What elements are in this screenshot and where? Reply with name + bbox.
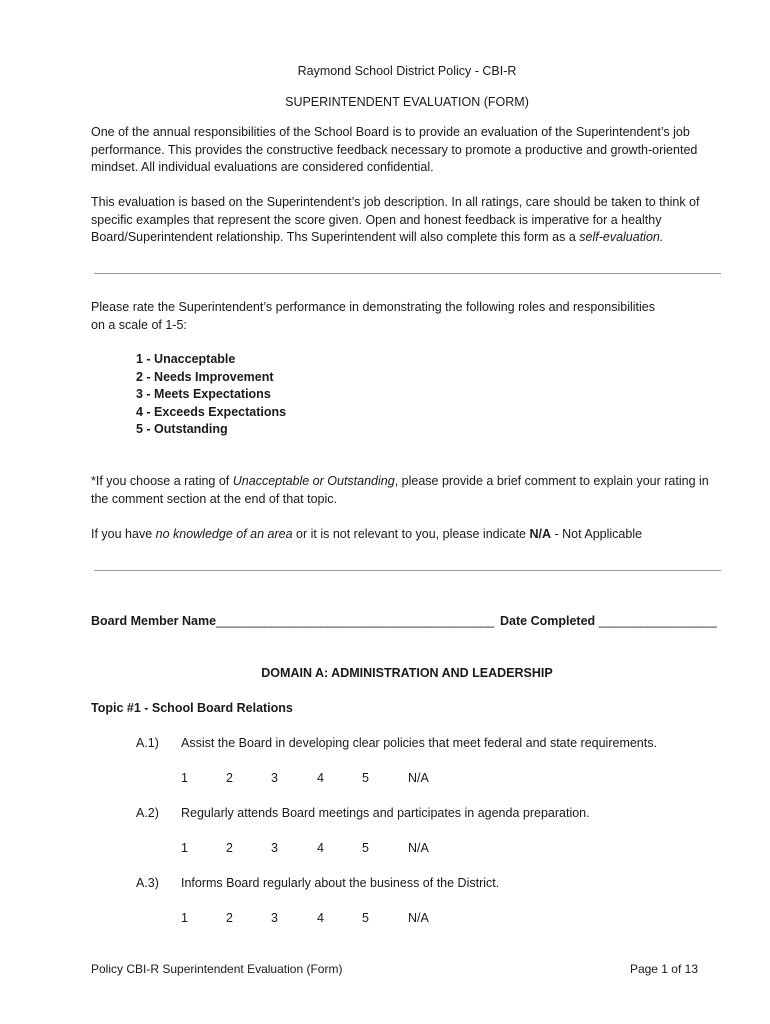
item-text: Informs Board regularly about the business of the District.: [181, 876, 500, 890]
na-instruction-prefix: If you have: [91, 527, 156, 541]
scale-item: 1 - Unacceptable: [136, 352, 236, 366]
rating-option-4[interactable]: 4: [317, 841, 324, 855]
item-text: Regularly attends Board meetings and participates in agenda preparation.: [181, 806, 590, 820]
scale-item: 4 - Exceeds Expectations: [136, 404, 287, 419]
date-completed-blank[interactable]: _________________: [598, 614, 717, 628]
rating-option-5[interactable]: 5: [362, 911, 369, 925]
divider-1: [94, 273, 721, 274]
item-code: A.3): [136, 876, 159, 890]
date-completed-label: Date Completed: [500, 614, 596, 628]
form-title: SUPERINTENDENT EVALUATION (FORM): [285, 95, 529, 109]
comment-instruction-emphasis: Unacceptable or Outstanding: [232, 474, 395, 488]
na-label: N/A: [529, 527, 552, 541]
rating-option-na[interactable]: N/A: [408, 841, 429, 855]
date-completed-field: [500, 614, 717, 628]
rating-option-na[interactable]: N/A: [408, 771, 429, 785]
rating-option-5[interactable]: 5: [362, 771, 369, 785]
item-code: A.1): [136, 736, 159, 750]
rating-option-5[interactable]: 5: [362, 841, 369, 855]
domain-title: DOMAIN A: ADMINISTRATION AND LEADERSHIP: [261, 666, 553, 680]
rating-option-2[interactable]: 2: [226, 841, 233, 855]
topic-title: Topic #1 - School Board Relations: [91, 701, 293, 715]
footer-page-number: Page 1 of 13: [629, 962, 698, 976]
intro-paragraph-1: One of the annual responsibilities of the School Board is to provide an evaluation of the Superintendent’s job performance. This provides the constructive feedback necessary to promote a productive and growth-oriented mindset. All individual evaluations are considered confidential.: [91, 125, 698, 174]
rating-option-4[interactable]: 4: [317, 911, 324, 925]
rating-option-2[interactable]: 2: [226, 771, 233, 785]
comment-instruction: [91, 473, 721, 508]
intro-paragraph-2-text: This evaluation is based on the Superintendent’s job description. In all ratings, care should be taken to think of specific examples that represent the score given. Open and honest feedback is imperative for a healthy Board/Superintendent relationship. Ths Superintendent will also complete this form as a: [91, 195, 700, 244]
board-member-name-blank[interactable]: ________________________________________: [216, 614, 495, 628]
policy-title: Raymond School District Policy - CBI-R: [297, 64, 517, 78]
rating-option-1[interactable]: 1: [181, 841, 188, 855]
board-member-name-label: Board Member Name: [91, 614, 217, 628]
rating-scale-list: [136, 351, 286, 439]
self-evaluation-emphasis: self-evaluation.: [579, 230, 664, 244]
item-code: A.2): [136, 806, 159, 820]
rating-option-1[interactable]: 1: [181, 771, 188, 785]
scale-item: 5 - Outstanding: [136, 422, 228, 437]
rating-option-2[interactable]: 2: [226, 911, 233, 925]
na-instruction-emphasis: no knowledge of an area: [155, 527, 293, 541]
footer-document-title: Policy CBI-R Superintendent Evaluation (Form): [91, 962, 343, 976]
rating-option-3[interactable]: 3: [271, 911, 278, 925]
comment-instruction-suffix: , please provide a brief comment to explain your rating in the comment section at the end of that topic.: [91, 474, 709, 506]
rating-option-4[interactable]: 4: [317, 771, 324, 785]
rating-instruction-line-1: Please rate the Superintendent’s performance in demonstrating the following roles and responsibilities: [91, 300, 655, 314]
scale-item: 2 - Needs Improvement: [136, 369, 274, 384]
rating-option-1[interactable]: 1: [181, 911, 188, 925]
na-instruction: [91, 527, 642, 541]
intro-paragraph-2: [91, 194, 721, 247]
rating-instruction-line-2: on a scale of 1-5:: [91, 318, 187, 332]
comment-instruction-prefix: *If you choose a rating of: [91, 474, 233, 488]
rating-option-3[interactable]: 3: [271, 841, 278, 855]
scale-item: 3 - Meets Expectations: [136, 387, 271, 402]
divider-2: [94, 570, 721, 571]
na-instruction-suffix: - Not Applicable: [551, 527, 643, 541]
item-text: Assist the Board in developing clear policies that meet federal and state requirements.: [181, 736, 657, 750]
rating-option-na[interactable]: N/A: [408, 911, 429, 925]
rating-option-3[interactable]: 3: [271, 771, 278, 785]
na-instruction-middle: or it is not relevant to you, please indicate: [292, 527, 530, 541]
board-member-field: [91, 614, 494, 628]
